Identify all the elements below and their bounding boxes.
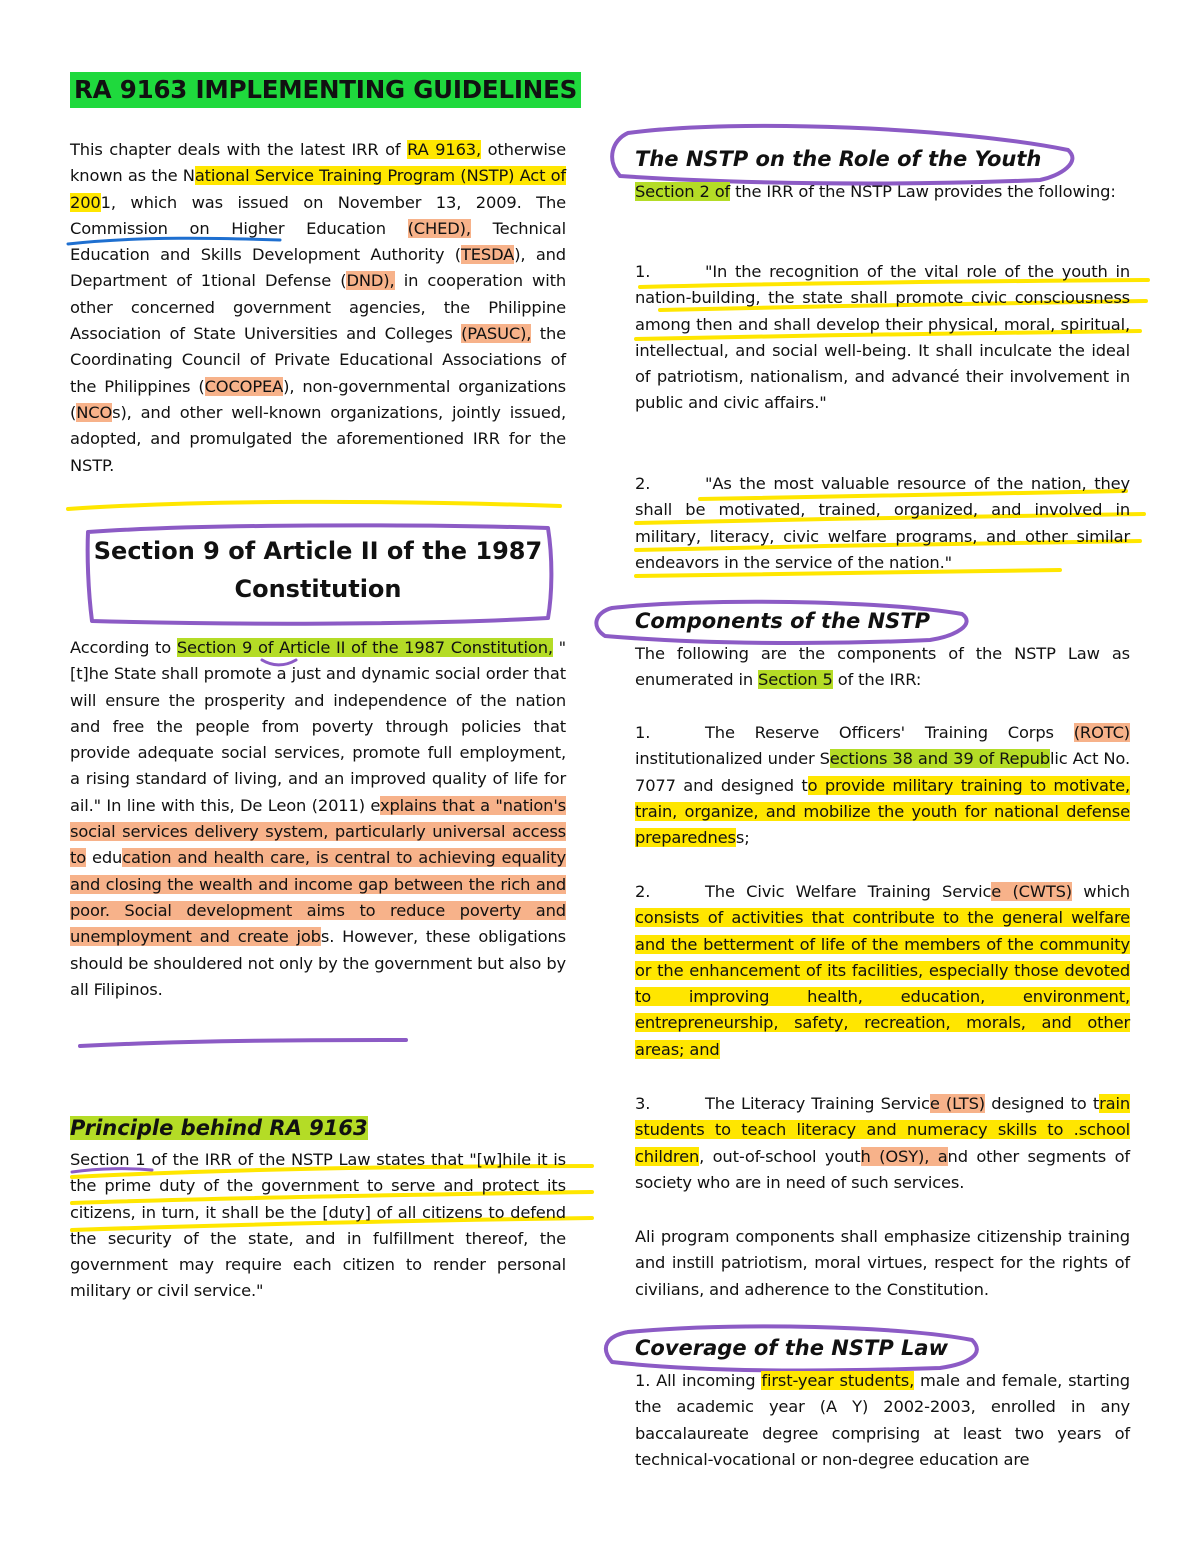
section9-heading: [88, 532, 548, 608]
component-rotc-text-2: institutionalized under S: [635, 749, 830, 769]
component-lts-text-3: , out-of-school yout: [699, 1146, 861, 1166]
section9-text-2: "[t]he State shall promote a just and dynamic social order that will ensure the prosperity and independence of the nation and free the people from poverty through policies that provide adequate social services, promote full employment, a rising standard of living, and an improved quality of life for ail." In line with this, De Leon (2011) e: [70, 638, 566, 815]
intro-text-6: in cooperation with other concerned government agencies, the Philippine Association of State Universities and Colleges: [70, 271, 566, 344]
component-cwts-text-1: The Civic Welfare Training Servic: [705, 882, 992, 901]
intro-highlight-nstp-act: ational Service Training Program (NSTP) Act of 200: [70, 166, 566, 212]
component-rotc-highlight-acronym: (ROTC): [1073, 723, 1130, 742]
component-cwts-highlight-purpose: consists of activities that contribute to the general welfare and the betterment of life of the members of the community or the enhancement of its facilities, especially those devoted to improving health, education, environment, entrepreneurship, safety, recreation, morals, and other areas; and: [635, 908, 1130, 1059]
role-youth-intro: [635, 179, 1130, 205]
component-cwts-highlight-acronym: e (CWTS): [991, 882, 1072, 901]
principle-heading: [70, 1113, 368, 1143]
section9-highlight-constitution: Section 9 of Article II of the 1987 Constitution,: [176, 638, 553, 657]
section9-highlight-deleon-2: cation and health care, is central to achieving equality and closing the wealth and income gap between the rich and poor. Social development aims to reduce poverty and unemployment and create job: [70, 848, 566, 947]
role-youth-item-1-text: "In the recognition of the vital role of the youth in nation-building, the state shall promote civic consciousness among then and shall develop their physical, moral, spiritual, intellectual, and social well-being. It shall inculcate the ideal of patriotism, nationalism, and advancé their involvement in public and civic affairs.": [635, 262, 1130, 413]
component-cwts-number: 2.: [635, 882, 651, 901]
component-rotc: [635, 720, 1130, 851]
intro-highlight-nco: NCO: [76, 402, 113, 422]
principle-paragraph: Section 1 of the IRR of the NSTP Law states that "[w]hile it is the prime duty of the government to serve and protect its citizens, in turn, it shall be the [duty] of all citizens to defend the security of the state, and in fulfillment thereof, the government may require each citizen to render personal military or civil service.": [70, 1150, 566, 1301]
role-youth-item-2: [635, 471, 1130, 576]
coverage-paragraph: [635, 1368, 1130, 1473]
intro-text-8: ), non-governmental organizations (: [70, 376, 566, 422]
section9-paragraph: [70, 635, 566, 1003]
role-youth-item-1: [635, 259, 1130, 417]
section9-heading-line1: Section 9 of Article II of the 1987: [93, 537, 543, 565]
section9-heading-line2: Constitution: [234, 575, 402, 603]
component-lts: [635, 1091, 1130, 1196]
section9-text-4: s. However, these obligations should be shouldered not only by the government but also by all Filipinos.: [70, 927, 566, 999]
coverage-text-2: male and female, starting the academic year (A Y) 2002-2003, enrolled in any baccalaureate degree comprising at least two years of technical-vocational or non-degree education are: [635, 1371, 1130, 1469]
section9-text-1: According to: [70, 638, 177, 657]
components-intro: [635, 641, 1130, 694]
component-rotc-highlight-purpose: o provide military training to motivate, train, organize, and mobilize the youth for national defense preparednes: [635, 775, 1130, 848]
intro-highlight-tesda: TESDA: [460, 245, 515, 265]
component-rotc-number: 1.: [635, 723, 651, 742]
component-lts-highlight-acronym: e (LTS): [929, 1094, 985, 1113]
role-youth-intro-text: the IRR of the NSTP Law provides the following:: [730, 182, 1116, 201]
intro-highlight-pasuc: (PASUC),: [461, 324, 532, 344]
component-cwts: [635, 879, 1130, 1063]
intro-text-3: 1, which was issued on November 13, 2009. The Commission on Higher Education: [70, 192, 566, 238]
coverage-text-1: 1. All incoming: [635, 1371, 762, 1390]
intro-highlight-cocopea: COCOPEA: [204, 376, 284, 396]
intro-text-1: This chapter deals with the latest IRR of: [70, 140, 408, 159]
role-youth-heading: The NSTP on the Role of the Youth: [635, 147, 1042, 171]
component-rotc-text-3: lic Act No. 7077 and designed t: [635, 749, 1130, 795]
intro-highlight-ched: (CHED),: [407, 218, 471, 238]
components-highlight-section5: Section 5: [758, 670, 833, 690]
intro-highlight-ra9163: RA 9163,: [407, 140, 482, 159]
component-cwts-text-2: which: [1072, 882, 1130, 901]
coverage-heading: Coverage of the NSTP Law: [635, 1336, 948, 1360]
component-rotc-text-1: The Reserve Officers' Training Corps: [705, 723, 1074, 742]
component-rotc-text-4: s;: [735, 828, 750, 848]
yellow-underline-intro: [68, 502, 560, 509]
principle-heading-text: Principle behind RA 9163: [70, 1116, 368, 1140]
purple-underline-filipinos: [80, 1040, 406, 1046]
components-intro-text-1: The following are the components of the NSTP Law as enumerated in: [635, 644, 1130, 690]
intro-paragraph: [70, 137, 566, 479]
component-lts-highlight-osy: h (OSY), a: [860, 1146, 948, 1166]
component-lts-number: 3.: [635, 1094, 651, 1113]
components-intro-text-2: of the IRR:: [832, 670, 922, 690]
role-youth-item-2-text: "As the most valuable resource of the nation, they shall be motivated, trained, organized, and involved in military, literacy, civic welfare programs, and other similar endeavors in the service of the nation.": [635, 474, 1130, 572]
components-heading: Components of the NSTP: [635, 609, 931, 633]
component-lts-text-4: nd other segments of society who are in need of such services.: [635, 1146, 1130, 1192]
section9-text-3: edu: [86, 848, 123, 868]
intro-text-9: s), and other well-known organizations, jointly issued, adopted, and promulgated the aforementioned IRR for the NSTP.: [70, 402, 566, 475]
intro-text-5: ), and Department of 1tional Defense (: [70, 245, 566, 291]
section9-highlight-deleon-1: xplains that a "nation's social services delivery system, particularly universal access to: [70, 795, 566, 868]
components-closing: Ali program components shall emphasize citizenship training and instill patriotism, moral virtues, respect for the rights of civilians, and adherence to the Constitution.: [635, 1227, 1130, 1299]
intro-text-2: otherwise known as the N: [70, 140, 566, 186]
role-youth-item-2-number: 2.: [635, 474, 651, 493]
role-youth-highlight-section2: Section 2 of: [635, 182, 731, 201]
coverage-highlight-first-year: first-year students,: [761, 1371, 915, 1390]
component-lts-text-2: designed to t: [984, 1094, 1100, 1113]
component-lts-highlight-purpose: rain students to teach literacy and numeracy skills to .school children: [635, 1094, 1130, 1166]
intro-highlight-dnd: DND),: [346, 271, 395, 291]
intro-text-4: Technical Education and Skills Development Authority (: [70, 218, 566, 265]
intro-text-7: the Coordinating Council of Private Educational Associations of the Philippines (: [70, 324, 566, 396]
component-rotc-highlight-sections: ections 38 and 39 of Repub: [829, 749, 1050, 769]
component-lts-text-1: The Literacy Training Servic: [705, 1094, 930, 1113]
role-youth-item-1-number: 1.: [635, 262, 651, 281]
document-title: RA 9163 IMPLEMENTING GUIDELINES: [70, 72, 581, 108]
